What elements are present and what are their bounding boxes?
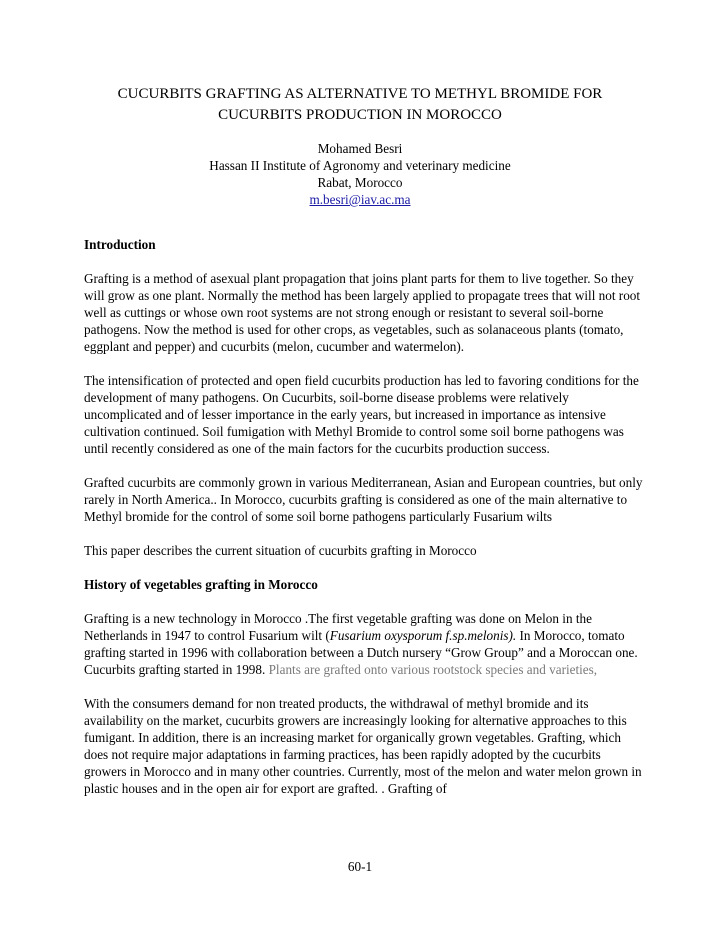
author-affiliation: Hassan II Institute of Agronomy and veterinary medicine (209, 158, 511, 173)
paper-title-line-1: CUCURBITS GRAFTING AS ALTERNATIVE TO METHYL BROMIDE FOR (117, 86, 603, 102)
author-email-link[interactable]: m.besri@iav.ac.ma (309, 192, 411, 207)
history-paragraph-1 (84, 610, 644, 678)
paper-body (84, 236, 644, 797)
introduction-paragraph-3: Grafted cucurbits are commonly grown in various Mediterranean, Asian and European countries, but only rarely in North America.. In Morocco, cucurbits grafting is considered as one of the main alternative to Methyl bromide for the control of some soil borne pathogens particularly Fusarium wilts (84, 475, 643, 524)
introduction-paragraph-1: Grafting is a method of asexual plant propagation that joins plant parts for them to live together. So they will grow as one plant. Normally the method has been largely applied to propagate trees that will not root well as cuttings or whose own root systems are not strong enough or resistant to several soil-borne pathogens. Now the method is used for other crops, as vegetables, such as solanaceous plants (tomato, eggplant and pepper) and cucurbits (melon, cucumber and watermelon). (84, 271, 641, 354)
history-paragraph-2: With the consumers demand for non treated products, the withdrawal of methyl bromide and its availability on the market, cucurbits growers are increasingly looking for alternative approaches to this fumigant. In addition, there is an increasing market for organically grown vegetables. Grafting, which does not require major adaptations in farming practices, has been rapidly adopted by the cucurbits growers in Morocco and in many other countries. Currently, most of the melon and water melon grown in plastic houses and in the open air for export are grafted. . Grafting of (84, 696, 642, 796)
author-name: Mohamed Besri (317, 141, 403, 156)
history-p1-text-a: Grafting is a new technology in Morocco .The first vegetable grafting was done on Melon in the Netherlands in 1947 to control Fusarium wilt ( (84, 611, 592, 643)
history-p1-muted-text: Plants are grafted onto various rootstock species and varieties, (268, 662, 598, 677)
author-block (60, 140, 660, 208)
history-p1-text-b: In Morocco, tomato grafting started in 1996 with collaboration between a Dutch nursery “Grow Group” and a Moroccan one. Cucurbits grafting started in 1998. (84, 628, 638, 677)
author-location: Rabat, Morocco (317, 175, 403, 190)
section-heading-introduction: Introduction (84, 237, 156, 252)
introduction-paragraph-4: This paper describes the current situation of cucurbits grafting in Morocco (84, 543, 477, 558)
introduction-paragraph-2: The intensification of protected and open field cucurbits production has led to favoring conditions for the development of many pathogens. On Cucurbits, soil-borne disease problems were relatively uncomplicated and of lesser importance in the early years, but increased in importance as intensive cultivation continued. Soil fumigation with Methyl Bromide to control some soil borne pathogens was until recently considered as one of the main factors for the cucurbits production success. (84, 373, 639, 456)
paper-title (60, 84, 660, 126)
page-number: 60-1 (347, 859, 373, 874)
paper-title-line-2: CUCURBITS PRODUCTION IN MOROCCO (218, 107, 502, 123)
section-heading-history: History of vegetables grafting in Morocco (84, 577, 318, 592)
history-p1-pathogen-name: Fusarium oxysporum f.sp.melonis). (329, 628, 517, 643)
